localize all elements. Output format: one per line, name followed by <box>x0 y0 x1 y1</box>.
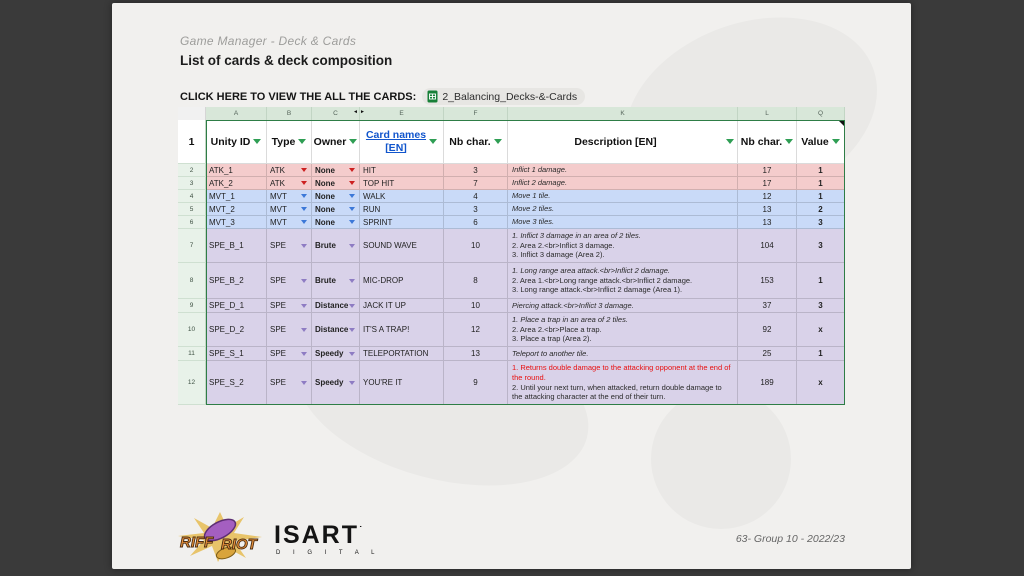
dropdown-arrow-icon[interactable] <box>301 244 307 248</box>
header-label: Card names [EN] <box>365 129 427 154</box>
cell-nb-char-desc: 92 <box>738 313 797 347</box>
cell-description <box>508 216 738 229</box>
row-number: 2 <box>178 164 206 177</box>
dropdown-arrow-icon[interactable] <box>349 181 355 185</box>
cell-card-name: TOP HIT <box>360 177 444 190</box>
cell-value: 3 <box>797 229 845 263</box>
dropdown-arrow-icon[interactable] <box>301 220 307 224</box>
column-letter-A[interactable]: A <box>206 107 267 120</box>
cell-unity-id: MVT_3 <box>206 216 267 229</box>
description-line: 3. Place a trap (Area 2). <box>512 334 592 344</box>
header-cell-A <box>206 120 267 164</box>
header-label: Owner <box>313 135 347 148</box>
owner-value: Speedy <box>315 349 344 358</box>
header-label: Type <box>271 135 296 148</box>
owner-value: Speedy <box>315 378 344 387</box>
cell-nb-char-name: 4 <box>444 190 508 203</box>
owner-value: None <box>315 165 335 175</box>
dropdown-arrow-icon[interactable] <box>301 194 307 198</box>
sheet-table <box>178 107 845 405</box>
cell-card-name: MIC-DROP <box>360 263 444 299</box>
table-row <box>178 313 845 347</box>
description-line: Move 1 tile. <box>512 191 551 201</box>
header-label: Value <box>801 135 829 148</box>
sheet-link-label: 2_Balancing_Decks-&-Cards <box>442 90 578 103</box>
description-line: Teleport to another tile. <box>512 348 589 358</box>
cell-unity-id: ATK_1 <box>206 164 267 177</box>
cell-nb-char-name: 8 <box>444 263 508 299</box>
cell-card-name: JACK IT UP <box>360 299 444 313</box>
cell-unity-id: MVT_2 <box>206 203 267 216</box>
description-line: Inflict 1 damage. <box>512 165 568 175</box>
row-number: 8 <box>178 263 206 299</box>
dropdown-arrow-icon[interactable] <box>301 328 307 332</box>
owner-value: Brute <box>315 276 336 285</box>
column-letter-Q[interactable]: Q <box>797 107 845 120</box>
cell-value: x <box>797 313 845 347</box>
header-row <box>178 120 845 164</box>
dropdown-arrow-icon[interactable] <box>301 168 307 172</box>
hidden-columns-icon[interactable]: ► <box>360 109 365 115</box>
filter-icon[interactable] <box>253 139 261 144</box>
cell-value: 3 <box>797 216 845 229</box>
cell-nb-char-name: 6 <box>444 216 508 229</box>
note-marker-icon <box>838 120 844 126</box>
sheets-icon <box>427 90 438 103</box>
table-row <box>178 164 845 177</box>
type-value: SPE <box>270 276 287 285</box>
cell-value: 1 <box>797 177 845 190</box>
filter-icon[interactable] <box>726 139 734 144</box>
column-letters-row <box>178 107 845 120</box>
row-number: 1 <box>178 120 206 164</box>
column-letter-B[interactable]: B <box>267 107 312 120</box>
cell-nb-char-desc: 12 <box>738 190 797 203</box>
header-cell-F <box>444 120 508 164</box>
cell-nb-char-name: 13 <box>444 347 508 361</box>
header-label: Nb char. <box>740 135 783 148</box>
cell-nb-char-desc: 189 <box>738 361 797 405</box>
cell-unity-id: SPE_B_1 <box>206 229 267 263</box>
cell-description <box>508 361 738 405</box>
dropdown-arrow-icon[interactable] <box>301 304 307 308</box>
owner-value: None <box>315 178 335 188</box>
cell-owner <box>312 361 360 405</box>
type-value: SPE <box>270 301 287 310</box>
cell-nb-char-desc: 13 <box>738 216 797 229</box>
footer-logos <box>174 511 380 568</box>
hidden-columns-icon[interactable]: ◄ <box>353 109 358 115</box>
type-value: MVT <box>270 217 287 227</box>
header-label: Unity ID <box>210 135 251 148</box>
cell-owner <box>312 203 360 216</box>
description-line: 3. Long range attack.<br>Inflict 2 damage (Area 1). <box>512 285 683 295</box>
cell-nb-char-name: 10 <box>444 299 508 313</box>
cell-type <box>267 164 312 177</box>
description-line: 2. Area 2.<br>Inflict 3 damage. <box>512 240 615 250</box>
filter-icon[interactable] <box>298 139 306 144</box>
cell-nb-char-name: 9 <box>444 361 508 405</box>
footer-note: 63- Group 10 - 2022/23 <box>735 533 845 545</box>
cell-card-name: WALK <box>360 190 444 203</box>
cell-card-name: IT'S A TRAP! <box>360 313 444 347</box>
description-line: Piercing attack.<br>Inflict 3 damage. <box>512 300 634 310</box>
cell-type <box>267 203 312 216</box>
row-number: 9 <box>178 299 206 313</box>
table-row <box>178 203 845 216</box>
row-number: 3 <box>178 177 206 190</box>
cell-type <box>267 263 312 299</box>
dropdown-arrow-icon[interactable] <box>301 279 307 283</box>
cell-nb-char-desc: 17 <box>738 177 797 190</box>
cell-type <box>267 347 312 361</box>
owner-value: Distance <box>315 301 349 310</box>
cell-description <box>508 229 738 263</box>
cell-description <box>508 347 738 361</box>
type-value: SPE <box>270 241 287 250</box>
table-row <box>178 299 845 313</box>
description-line: Move 2 tiles. <box>512 204 555 214</box>
cell-owner <box>312 347 360 361</box>
column-letter-K[interactable]: K <box>508 107 738 120</box>
cell-nb-char-desc: 25 <box>738 347 797 361</box>
cell-value: x <box>797 361 845 405</box>
table-row <box>178 361 845 405</box>
cell-type <box>267 190 312 203</box>
header-cell-K <box>508 120 738 164</box>
owner-value: Brute <box>315 241 336 250</box>
row-number: 6 <box>178 216 206 229</box>
cell-card-name: TELEPORTATION <box>360 347 444 361</box>
cell-card-name: HIT <box>360 164 444 177</box>
dropdown-arrow-icon[interactable] <box>349 381 355 385</box>
row-number: 4 <box>178 190 206 203</box>
cell-nb-char-desc: 37 <box>738 299 797 313</box>
cell-value: 1 <box>797 347 845 361</box>
filter-icon[interactable] <box>785 139 793 144</box>
riffriot-logo <box>174 511 266 568</box>
cell-description <box>508 263 738 299</box>
dropdown-arrow-icon[interactable] <box>349 244 355 248</box>
dropdown-arrow-icon[interactable] <box>301 352 307 356</box>
cell-card-name: SOUND WAVE <box>360 229 444 263</box>
cell-unity-id: SPE_S_1 <box>206 347 267 361</box>
row-number: 7 <box>178 229 206 263</box>
dropdown-arrow-icon[interactable] <box>301 207 307 211</box>
cell-nb-char-name: 12 <box>444 313 508 347</box>
table-row <box>178 190 845 203</box>
dropdown-arrow-icon[interactable] <box>301 181 307 185</box>
owner-value: None <box>315 204 335 214</box>
description-line: 1. Returns double damage to the attacking opponent at the end of the round. <box>512 362 731 382</box>
header-cell-L <box>738 120 797 164</box>
filter-icon[interactable] <box>349 139 357 144</box>
dropdown-arrow-icon[interactable] <box>349 279 355 283</box>
table-row <box>178 263 845 299</box>
cell-nb-char-desc: 153 <box>738 263 797 299</box>
cell-type <box>267 216 312 229</box>
cell-nb-char-name: 3 <box>444 164 508 177</box>
column-letter-C[interactable]: C ◄ ► <box>312 107 360 120</box>
table-row <box>178 216 845 229</box>
dropdown-arrow-icon[interactable] <box>349 352 355 356</box>
cell-value: 1 <box>797 263 845 299</box>
header-cell-C <box>312 120 360 164</box>
dropdown-arrow-icon[interactable] <box>349 220 355 224</box>
cell-description <box>508 164 738 177</box>
description-line: Move 3 tiles. <box>512 217 555 227</box>
header-label: Nb char. <box>449 135 491 148</box>
cell-description <box>508 203 738 216</box>
filter-icon[interactable] <box>832 139 840 144</box>
cell-nb-char-desc: 104 <box>738 229 797 263</box>
cell-card-name: RUN <box>360 203 444 216</box>
row-number: 10 <box>178 313 206 347</box>
cell-type <box>267 361 312 405</box>
filter-icon[interactable] <box>429 139 437 144</box>
cell-unity-id: SPE_D_1 <box>206 299 267 313</box>
description-line: 1. Long range area attack.<br>Inflict 2 damage. <box>512 265 671 275</box>
filter-icon[interactable] <box>494 139 502 144</box>
cell-description <box>508 177 738 190</box>
description-line: Inflict 2 damage. <box>512 178 568 188</box>
header-cell-B <box>267 120 312 164</box>
cell-unity-id: ATK_2 <box>206 177 267 190</box>
column-letter-L[interactable]: L <box>738 107 797 120</box>
cell-nb-char-name: 3 <box>444 203 508 216</box>
row-number: 5 <box>178 203 206 216</box>
slide-kicker: Game Manager - Deck & Cards <box>180 34 357 48</box>
cell-owner <box>312 229 360 263</box>
description-line: 2. Until your next turn, when attacked, return double damage to the attacking character at the end of their turn. <box>512 382 722 402</box>
dropdown-arrow-icon[interactable] <box>349 168 355 172</box>
dropdown-arrow-icon[interactable] <box>349 207 355 211</box>
cell-nb-char-desc: 13 <box>738 203 797 216</box>
cell-nb-char-name: 10 <box>444 229 508 263</box>
cell-description <box>508 299 738 313</box>
cell-value: 1 <box>797 190 845 203</box>
cell-card-name: YOU'RE IT <box>360 361 444 405</box>
cell-owner <box>312 299 360 313</box>
description-line: 2. Area 1.<br>Long range attack.<br>Inflict 2 damage. <box>512 275 693 285</box>
cell-description <box>508 313 738 347</box>
row-number: 12 <box>178 361 206 405</box>
type-value: MVT <box>270 191 287 201</box>
description-line: 1. Place a trap in an area of 2 tiles. <box>512 314 628 324</box>
cell-value: 3 <box>797 299 845 313</box>
cell-owner <box>312 263 360 299</box>
cell-card-name: SPRINT <box>360 216 444 229</box>
header-label: Description [EN] <box>574 135 657 148</box>
dropdown-arrow-icon[interactable] <box>349 304 355 308</box>
type-value: SPE <box>270 325 287 334</box>
svg-text:RIOT: RIOT <box>221 536 257 553</box>
cell-type <box>267 229 312 263</box>
cta-row <box>180 88 585 105</box>
watermark-shape <box>651 389 791 529</box>
slide <box>112 3 911 569</box>
sheet-corner-cell <box>178 107 206 120</box>
isart-logo: ISART˙ D I G I T A L <box>274 521 380 556</box>
type-value: SPE <box>270 378 287 387</box>
description-line: 3. Inflict 3 damage (Area 2). <box>512 250 605 260</box>
cell-unity-id: MVT_1 <box>206 190 267 203</box>
cta-label: CLICK HERE TO VIEW THE ALL THE CARDS: <box>180 90 417 103</box>
table-row <box>178 347 845 361</box>
cell-unity-id: SPE_S_2 <box>206 361 267 405</box>
cell-type <box>267 299 312 313</box>
row-number: 11 <box>178 347 206 361</box>
cell-nb-char-desc: 17 <box>738 164 797 177</box>
cell-type <box>267 313 312 347</box>
type-value: ATK <box>270 178 285 188</box>
type-value: SPE <box>270 349 287 358</box>
owner-value: None <box>315 217 335 227</box>
cell-value: 1 <box>797 164 845 177</box>
dropdown-arrow-icon[interactable] <box>301 381 307 385</box>
description-line: 2. Area 2.<br>Place a trap. <box>512 324 602 334</box>
cell-owner <box>312 190 360 203</box>
dropdown-arrow-icon[interactable] <box>349 328 355 332</box>
cell-owner <box>312 177 360 190</box>
cell-type <box>267 177 312 190</box>
owner-value: Distance <box>315 325 349 334</box>
header-cell-Q <box>797 120 845 164</box>
table-row <box>178 177 845 190</box>
description-line: 1. Inflict 3 damage in an area of 2 tiles. <box>512 230 641 240</box>
cell-owner <box>312 313 360 347</box>
page-title: List of cards & deck composition <box>180 53 393 68</box>
table-row <box>178 229 845 263</box>
header-cell-E <box>360 120 444 164</box>
svg-text:RIFF: RIFF <box>180 534 214 551</box>
sheet-link-chip[interactable] <box>422 88 585 105</box>
column-letter-F[interactable]: F <box>444 107 508 120</box>
cell-value: 2 <box>797 203 845 216</box>
owner-value: None <box>315 191 335 201</box>
cell-unity-id: SPE_D_2 <box>206 313 267 347</box>
cell-description <box>508 190 738 203</box>
cell-owner <box>312 164 360 177</box>
cell-unity-id: SPE_B_2 <box>206 263 267 299</box>
type-value: ATK <box>270 165 285 175</box>
column-letter-E[interactable]: E <box>360 107 444 120</box>
cell-owner <box>312 216 360 229</box>
type-value: MVT <box>270 204 287 214</box>
cell-nb-char-name: 7 <box>444 177 508 190</box>
dropdown-arrow-icon[interactable] <box>349 194 355 198</box>
